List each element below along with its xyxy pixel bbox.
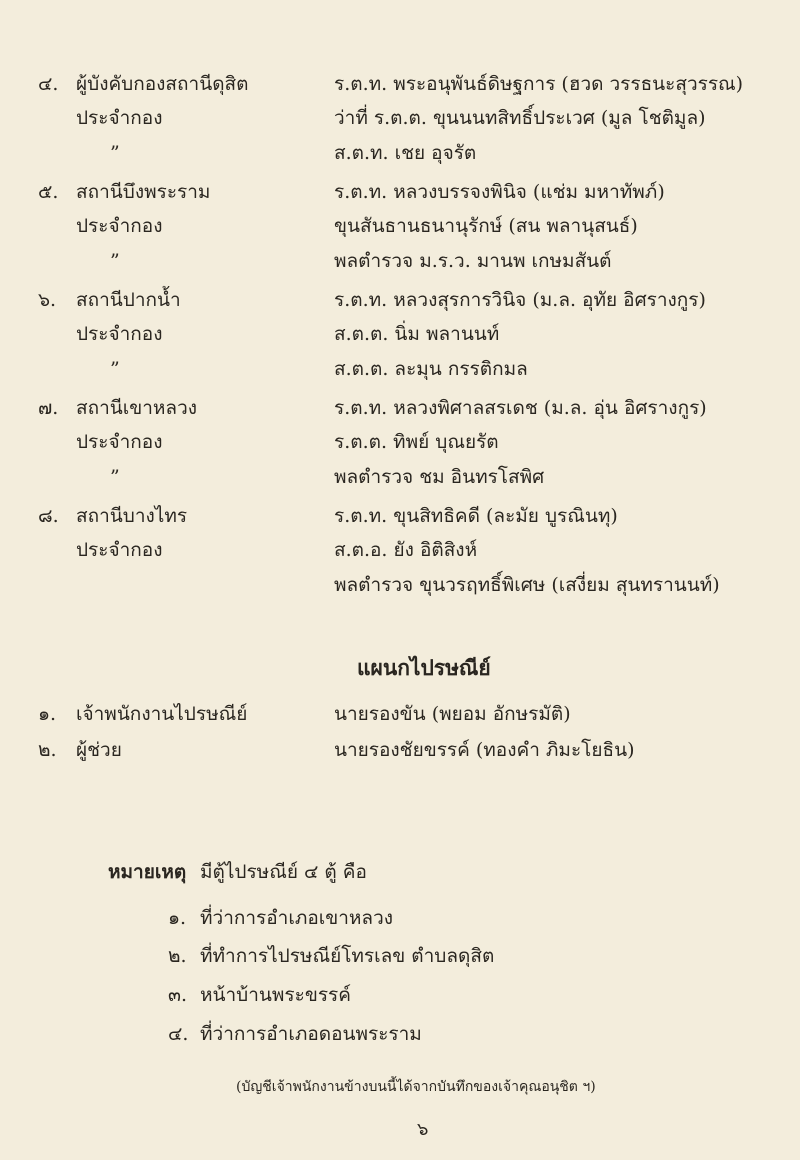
unit-8-duty-a: ส.ต.อ. ยัง อิติสิงห์ [334,539,478,561]
unit-5-ditto: ” [110,250,120,272]
note-item-3-number: ๓. [168,984,188,1006]
unit-6-chief: ร.ต.ท. หลวงสุรการวินิจ (ม.ล. อุทัย อิศรางกูร) [334,289,706,311]
unit-4-chief: ร.ต.ท. พระอนุพันธ์ดิษฐการ (ฮวด วรรธนะสุวรรณ) [334,73,744,95]
unit-8-duty-label: ประจำกอง [76,539,163,561]
unit-6-duty-label: ประจำกอง [76,323,163,345]
unit-5-duty-b: พลตำรวจ ม.ร.ว. มานพ เกษมสันต์ [334,250,612,272]
unit-5-chief: ร.ต.ท. หลวงบรรจงพินิจ (แช่ม มหาทัพภ์) [334,181,665,203]
unit-6-ditto: ” [110,358,120,380]
note-label: หมายเหตุ [108,861,187,883]
postal-row-1-role: เจ้าพนักงานไปรษณีย์ [76,703,248,725]
unit-5-duty-a: ขุนสันธานธนานุรักษ์ (สน พลานุสนธ์) [334,215,638,237]
unit-7-name: สถานีเขาหลวง [76,397,198,419]
unit-4-duty-b: ส.ต.ท. เชย อุจรัต [334,142,477,164]
postal-row-1-number: ๑. [38,703,57,725]
postal-row-2-role: ผู้ช่วย [76,739,122,761]
note-text: มีตู้ไปรษณีย์ ๔ ตู้ คือ [200,861,367,883]
unit-7-ditto: ” [110,466,120,488]
footnote: (บัญชีเจ้าพนักงานข้างบนนี้ได้จากบันทึกของเจ้าคุณอนุชิต ฯ) [236,1079,596,1095]
unit-4-duty-label: ประจำกอง [76,107,163,129]
postal-row-1-person: นายรองขัน (พยอม อักษรมัติ) [334,703,571,725]
unit-6-duty-b: ส.ต.ต. ละมุน กรรติกมล [334,358,528,380]
unit-6-duty-a: ส.ต.ต. นิ่ม พลานนท์ [334,323,500,345]
unit-4-number: ๔. [38,73,59,95]
unit-4-name: ผู้บังคับกองสถานีดุสิต [76,73,249,95]
unit-7-duty-b: พลตำรวจ ชม อินทรโสพิศ [334,466,545,488]
unit-5-name: สถานีบึงพระราม [76,181,211,203]
postal-heading: แผนกไปรษณีย์ [357,655,491,680]
unit-4-ditto: ” [110,142,120,164]
unit-8-duty-b: พลตำรวจ ขุนวรฤทธิ์พิเศษ (เสงี่ยม สุนทรานนท์) [334,574,720,596]
unit-8-number: ๘. [38,505,59,527]
unit-6-name: สถานีปากน้ำ [76,289,181,311]
postal-row-2-person: นายรองชัยขรรค์ (ทองคำ ภิมะโยธิน) [334,739,635,761]
note-item-3-text: หน้าบ้านพระขรรค์ [200,984,351,1006]
unit-4-duty-a: ว่าที่ ร.ต.ต. ขุนนนทสิทธิ์ประเวศ (มูล โชติมูล) [334,107,706,129]
note-item-1-text: ที่ว่าการอำเภอเขาหลวง [200,907,394,929]
unit-8-chief: ร.ต.ท. ขุนสิทธิคดี (ละมัย บูรณินทุ) [334,505,618,527]
unit-5-duty-label: ประจำกอง [76,215,163,237]
postal-row-2-number: ๒. [38,739,57,761]
unit-7-duty-label: ประจำกอง [76,431,163,453]
note-item-2-text: ที่ทำการไปรษณีย์โทรเลข ตำบลดุสิต [200,945,495,967]
unit-5-number: ๕. [38,181,59,203]
note-item-4-text: ที่ว่าการอำเภอดอนพระราม [200,1023,422,1045]
note-item-1-number: ๑. [168,907,187,929]
unit-8-name: สถานีบางไทร [76,505,188,527]
unit-7-chief: ร.ต.ท. หลวงพิศาลสรเดช (ม.ล. อุ่น อิศรางกูร) [334,397,707,419]
unit-6-number: ๖. [38,289,57,311]
page-number: ๖ [417,1119,429,1140]
note-item-2-number: ๒. [168,945,187,967]
note-item-4-number: ๔. [168,1023,189,1045]
unit-7-number: ๗. [38,397,59,419]
unit-7-duty-a: ร.ต.ต. ทิพย์ บุณยรัต [334,431,499,453]
